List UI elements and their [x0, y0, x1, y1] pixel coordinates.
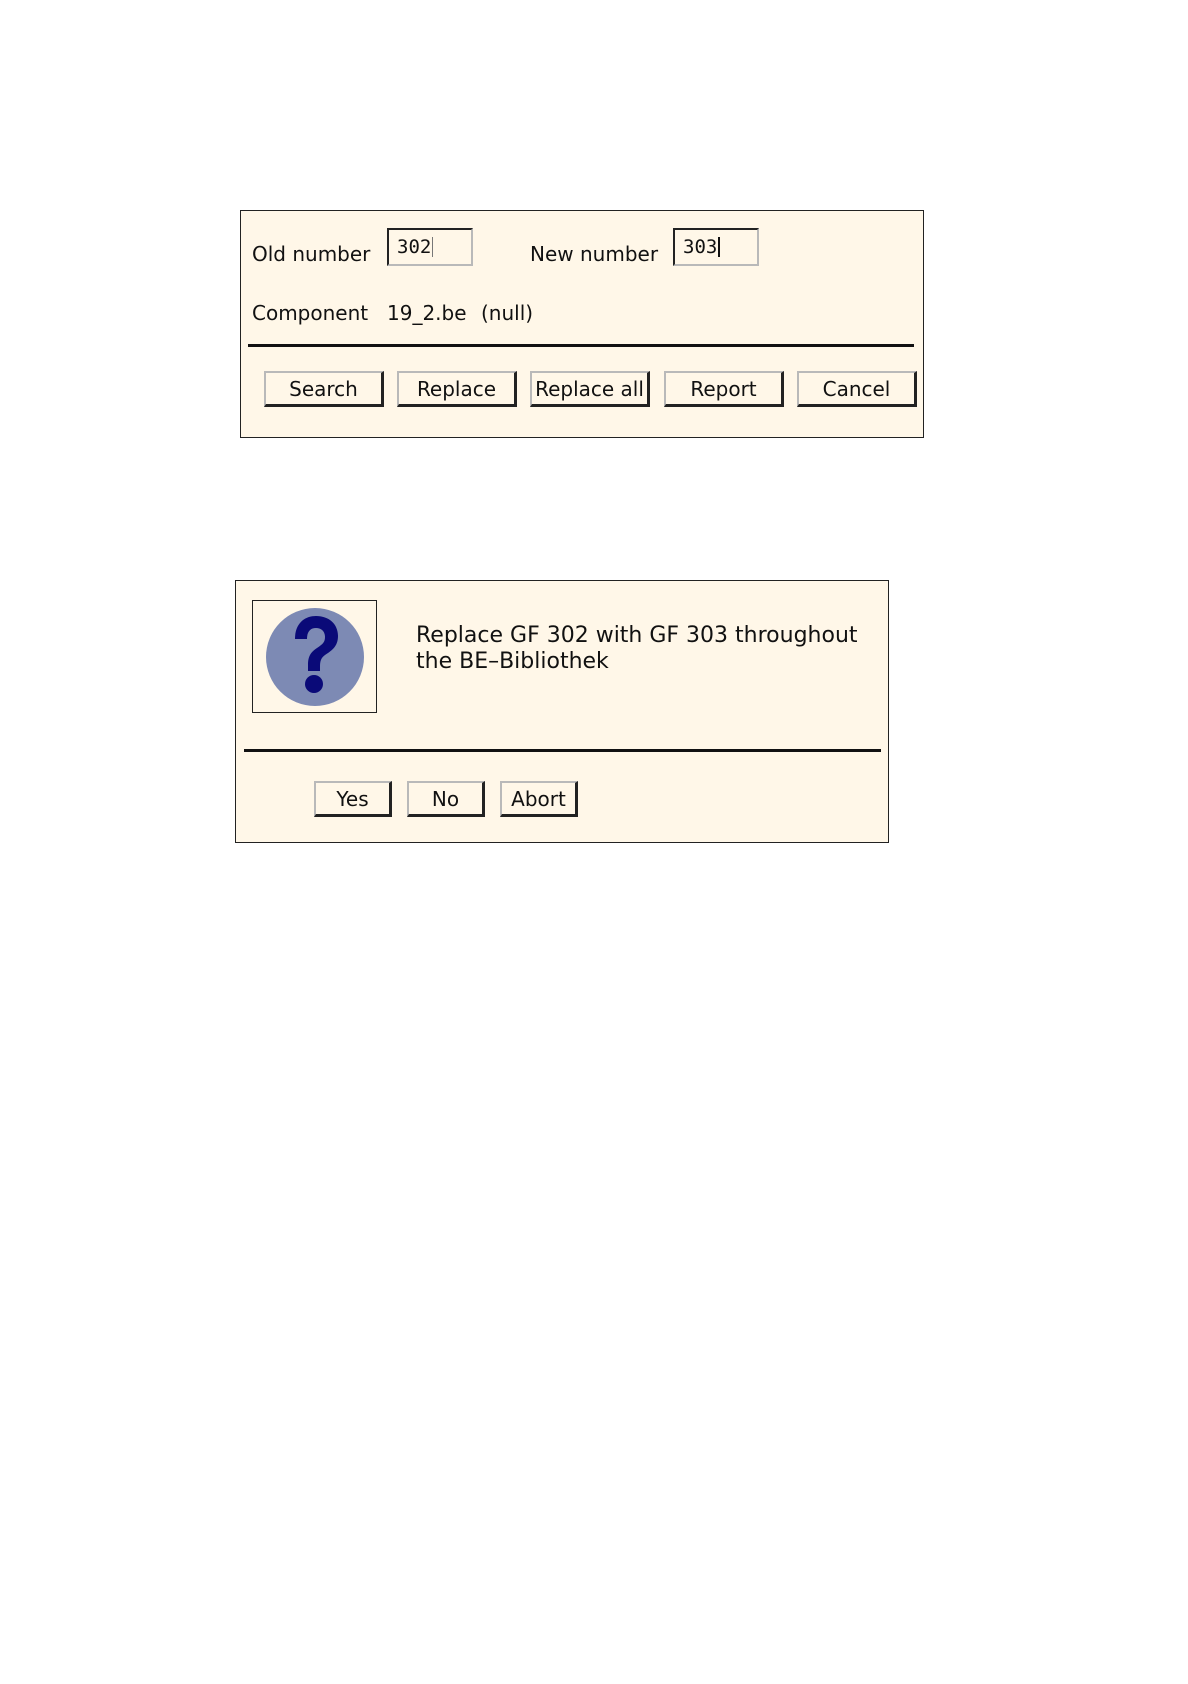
- old-number-label: Old number: [252, 242, 371, 266]
- old-number-value: 302: [397, 236, 432, 258]
- question-icon-frame: [252, 600, 377, 713]
- confirm-message: [416, 623, 876, 675]
- new-number-label: New number: [530, 242, 659, 266]
- confirm-message-line1: Replace GF 302 with GF 303 throughout: [416, 623, 858, 648]
- new-number-caret: [718, 237, 720, 257]
- yes-button[interactable]: Yes: [314, 781, 392, 817]
- replace-button[interactable]: Replace: [397, 371, 517, 407]
- new-number-value: 303: [683, 236, 718, 258]
- new-number-field[interactable]: [673, 228, 759, 266]
- cancel-button[interactable]: Cancel: [797, 371, 917, 407]
- report-button[interactable]: Report: [664, 371, 784, 407]
- divider: [248, 344, 914, 347]
- component-label: Component: [252, 301, 369, 325]
- no-button[interactable]: No: [407, 781, 485, 817]
- replace-number-dialog: [240, 210, 924, 438]
- old-number-field[interactable]: [387, 228, 473, 266]
- replace-all-button[interactable]: Replace all: [530, 371, 650, 407]
- component-value: 19_2.be: [387, 301, 467, 325]
- confirm-message-line2: the BE–Bibliothek: [416, 649, 609, 674]
- component-extra: (null): [481, 301, 534, 325]
- abort-button[interactable]: Abort: [500, 781, 578, 817]
- divider: [244, 749, 881, 752]
- confirm-dialog: [235, 580, 889, 843]
- old-number-caret: [432, 237, 433, 257]
- search-button[interactable]: Search: [264, 371, 384, 407]
- question-icon: [253, 601, 376, 712]
